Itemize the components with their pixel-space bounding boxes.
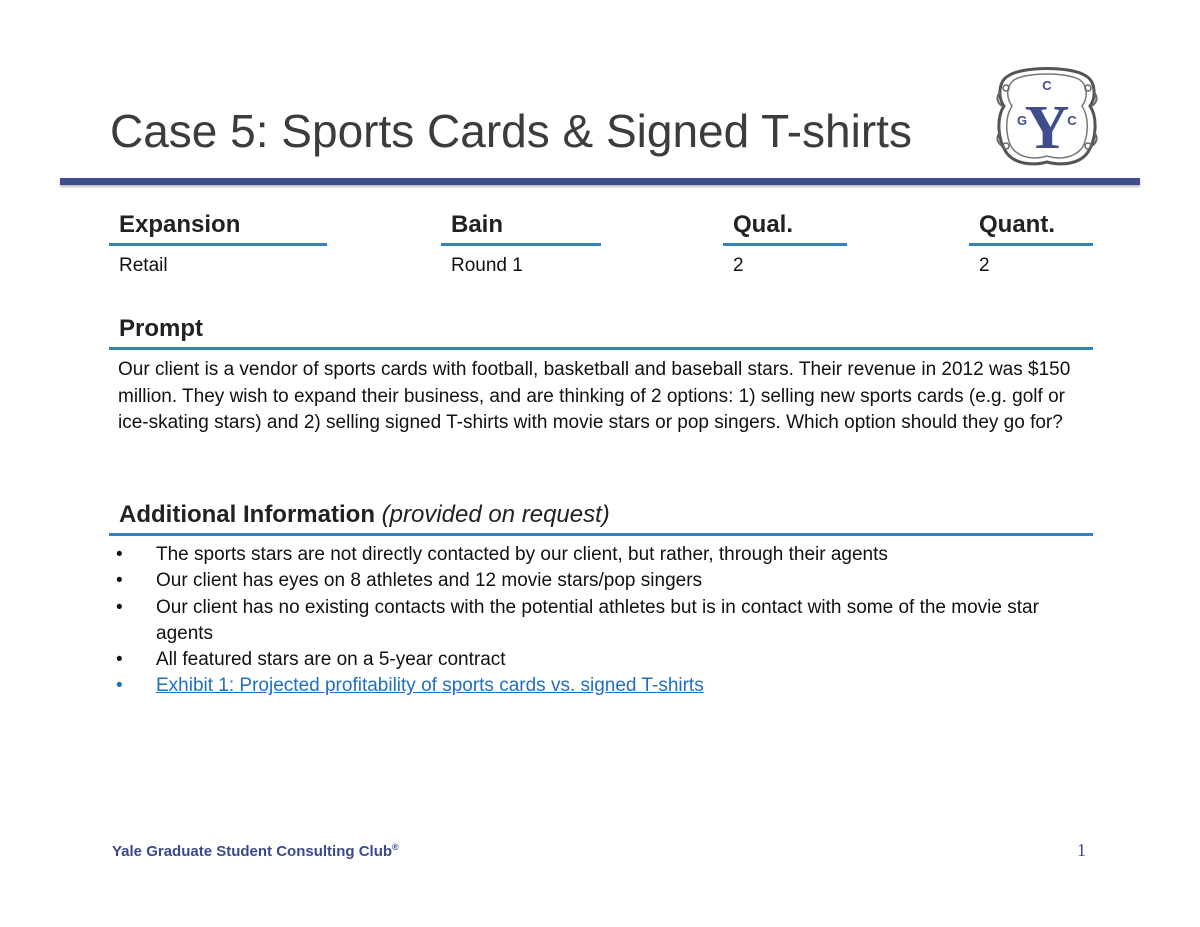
logo-letter-center: Y (1024, 94, 1070, 162)
meta-value-qual: 2 (733, 255, 744, 276)
page-title: Case 5: Sports Cards & Signed T-shirts (110, 105, 912, 157)
exhibit-1-link[interactable]: Exhibit 1: Projected profitability of sports cards vs. signed T-shirts (156, 675, 704, 697)
page-number: 1 (1077, 840, 1086, 860)
meta-rule-category (109, 243, 327, 246)
additional-info-heading (119, 501, 610, 529)
bullet-icon: • (116, 675, 123, 697)
additional-info-title: Additional Information (119, 501, 375, 528)
logo-letter-left: G (1016, 113, 1028, 128)
bullet-icon: • (116, 544, 123, 565)
meta-rule-firm (441, 243, 601, 246)
ygcc-logo-icon (992, 62, 1102, 170)
prompt-text: Our client is a vendor of sports cards with football, basketball and baseball stars. Their revenue in 2012 was $150 million. They wish to expand their business, and are thinking of 2 options: 1) selling new sports cards (e.g. golf or ice-skating stars) and 2) selling signed T-shirts with movie stars or pop singers. Which option should they go for? (118, 359, 1071, 433)
meta-label-qual: Qual. (733, 211, 794, 238)
meta-rule-quant (969, 243, 1093, 246)
list-item: • Our client has no existing contacts with the potential athletes but is in contact with some of the movie star agents (116, 596, 1039, 644)
registered-mark: ® (392, 842, 399, 852)
bullet-icon: • (116, 570, 123, 592)
exhibit-link-item[interactable] (116, 673, 1096, 699)
bullet-icon: • (116, 596, 123, 618)
footer-club-name: Yale Graduate Student Consulting Club® (112, 842, 399, 860)
bullet-icon: • (116, 649, 123, 671)
meta-label-category: Expansion (119, 211, 241, 238)
logo-letter-top: C (1042, 78, 1052, 93)
list-item: • The sports stars are not directly contacted by our client, but rather, through their agents (116, 542, 1096, 568)
additional-info-divider (109, 533, 1093, 536)
meta-label-quant: Quant. (979, 211, 1055, 238)
meta-value-firm: Round 1 (451, 255, 523, 276)
prompt-heading: Prompt (119, 315, 203, 342)
meta-value-category: Retail (119, 255, 168, 276)
additional-info-list (116, 542, 1096, 700)
meta-label-firm: Bain (451, 211, 504, 238)
meta-value-quant: 2 (979, 255, 990, 276)
list-item: • Our client has eyes on 8 athletes and 12 movie stars/pop singers (116, 568, 1096, 594)
additional-info-subtitle: (provided on request) (381, 501, 610, 528)
logo-letter-right: C (1067, 113, 1077, 128)
prompt-divider (109, 347, 1093, 350)
meta-rule-qual (723, 243, 847, 246)
title-divider (60, 178, 1140, 185)
list-item: • All featured stars are on a 5-year contract (116, 647, 1096, 673)
